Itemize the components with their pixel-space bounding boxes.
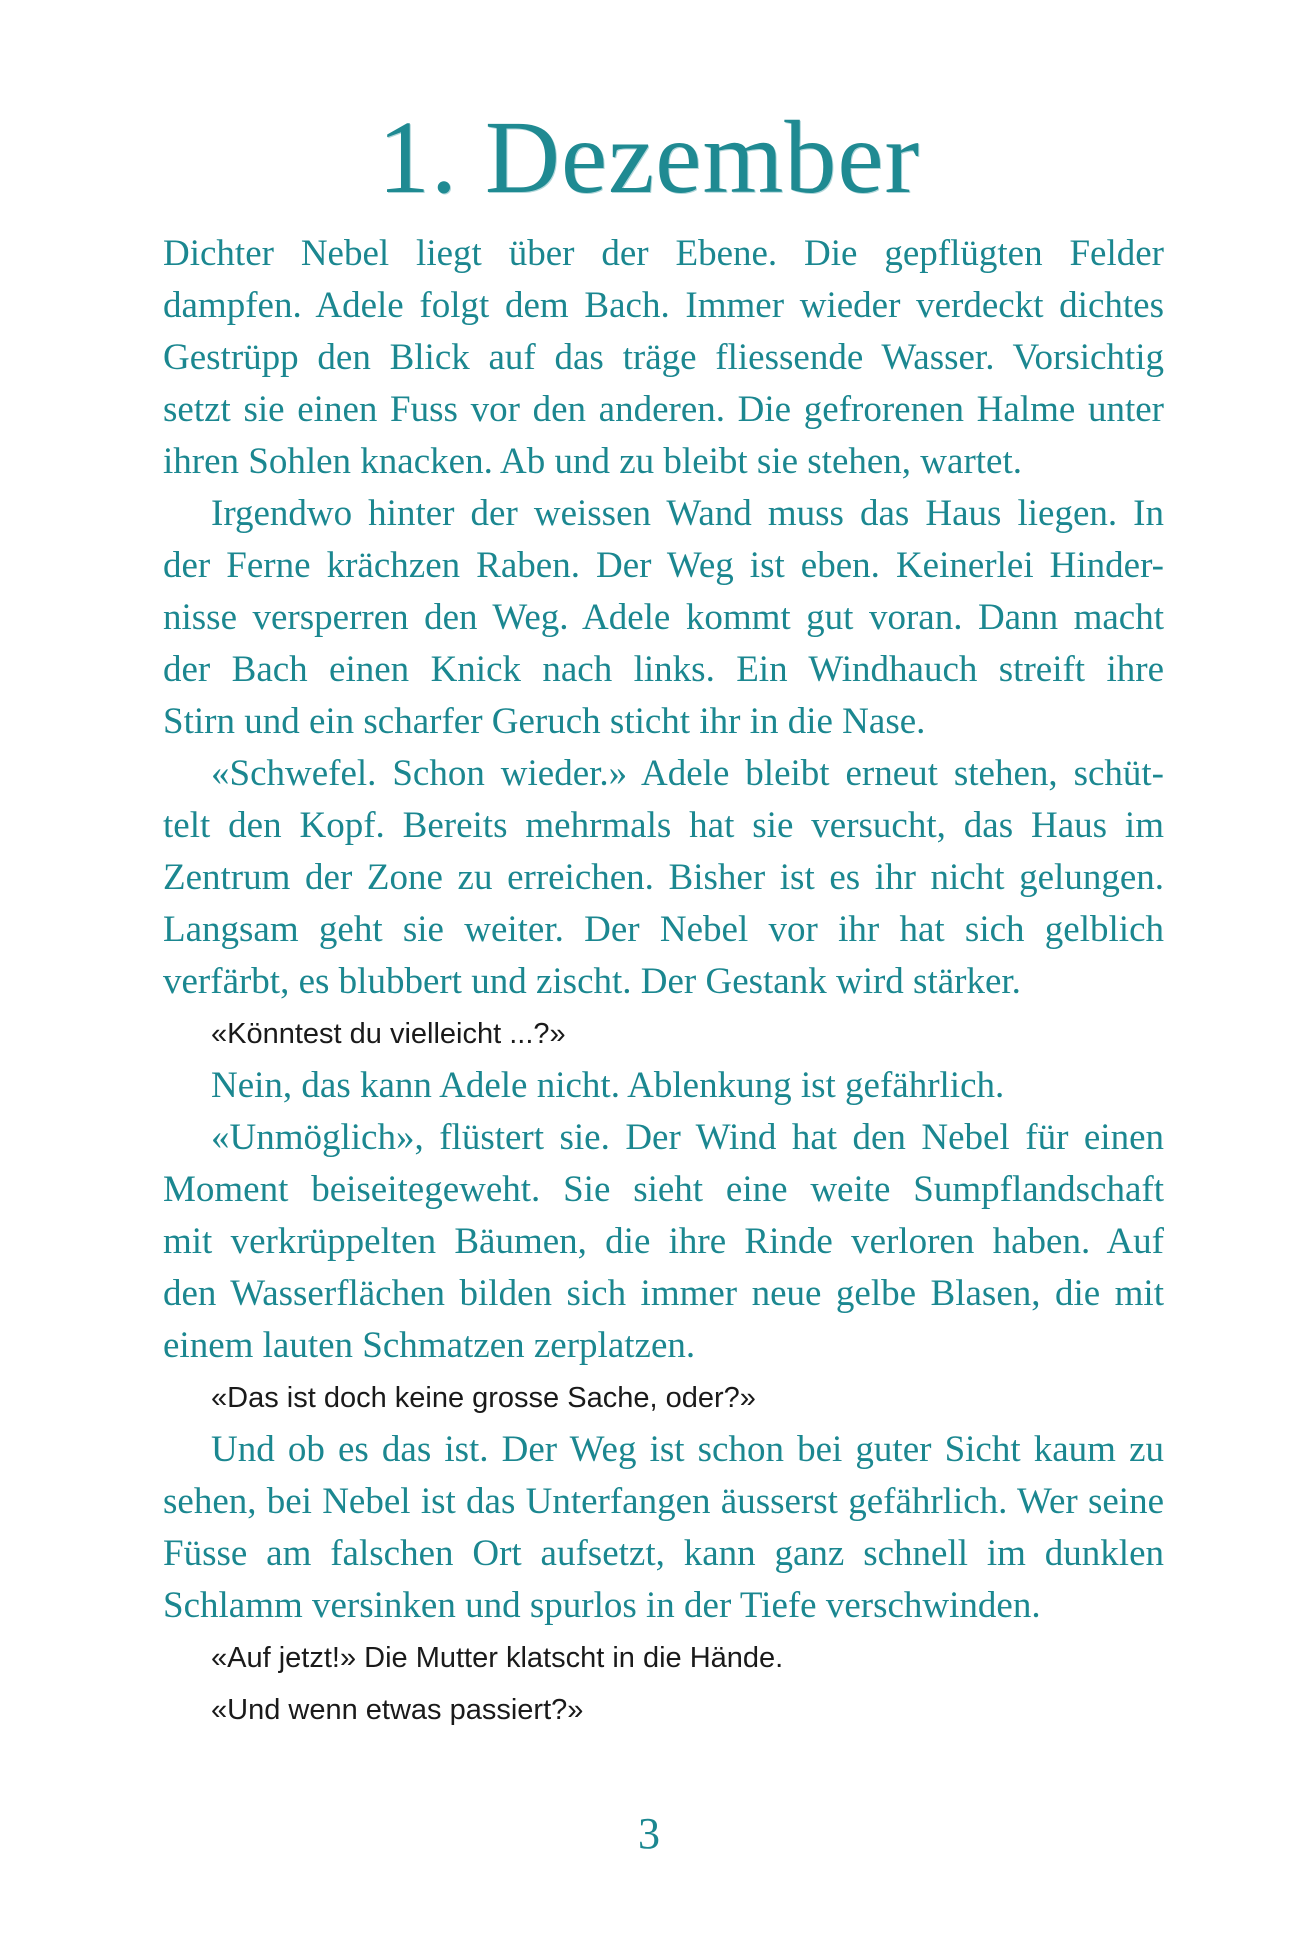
paragraph	[163, 488, 1164, 748]
text-line: der Ferne krächzen Raben. Der Weg ist eben. Keinerlei Hinder-	[163, 545, 1164, 586]
paragraph	[163, 1372, 1164, 1424]
text-line: Irgendwo hinter der weissen Wand muss das Haus liegen. In	[211, 493, 1164, 534]
text-line: einem lauten Schmatzen zerplatzen.	[163, 1325, 696, 1366]
text-line: «Schwefel. Schon wieder.» Adele bleibt erneut stehen, schüt-	[211, 753, 1164, 794]
text-line: Moment beiseitegeweht. Sie sieht eine weite Sumpflandschaft	[163, 1169, 1164, 1210]
page-number: 3	[638, 1809, 660, 1858]
paragraph	[163, 1684, 1164, 1736]
paragraph	[163, 1008, 1164, 1060]
text-line: nisse versperren den Weg. Adele kommt gut voran. Dann macht	[163, 597, 1164, 638]
text-line: «Unmöglich», flüstert sie. Der Wind hat den Nebel für einen	[211, 1117, 1164, 1158]
text-line: Und ob es das ist. Der Weg ist schon bei guter Sicht kaum zu	[211, 1429, 1164, 1470]
paragraph	[163, 1060, 1164, 1112]
text-line: «Auf jetzt!» Die Mutter klatscht in die Hände.	[211, 1642, 784, 1674]
text-line: mit verkrüppelten Bäumen, die ihre Rinde verloren haben. Auf	[163, 1221, 1164, 1262]
text-line: dampfen. Adele folgt dem Bach. Immer wieder verdeckt dichtes	[163, 285, 1164, 326]
text-line: Dichter Nebel liegt über der Ebene. Die gepflügten Felder	[163, 233, 1164, 274]
chapter-title: 1. Dezember	[377, 100, 921, 215]
text-line: Schlamm versinken und spurlos in der Tiefe verschwinden.	[163, 1585, 1041, 1626]
text-line: Zentrum der Zone zu erreichen. Bisher ist es ihr nicht gelungen.	[163, 857, 1164, 898]
text-line: «Könntest du vielleicht ...?»	[211, 1018, 566, 1050]
text-line: Füsse am falschen Ort aufsetzt, kann ganz schnell im dunklen	[163, 1533, 1164, 1574]
text-line: «Und wenn etwas passiert?»	[211, 1694, 584, 1726]
text-line: Langsam geht sie weiter. Der Nebel vor ihr hat sich gelblich	[163, 909, 1164, 950]
text-line: «Das ist doch keine grosse Sache, oder?»	[211, 1382, 756, 1414]
text-line: telt den Kopf. Bereits mehrmals hat sie versucht, das Haus im	[163, 805, 1164, 846]
text-line: ihren Sohlen knacken. Ab und zu bleibt sie stehen, wartet.	[163, 441, 1023, 482]
text-line: Gestrüpp den Blick auf das träge fliessende Wasser. Vorsichtig	[163, 337, 1164, 378]
paragraph	[163, 228, 1164, 488]
text-line: verfärbt, es blubbert und zischt. Der Gestank wird stärker.	[163, 961, 1021, 1002]
paragraph	[163, 1632, 1164, 1684]
paragraph	[163, 748, 1164, 1008]
paragraph	[163, 1112, 1164, 1372]
text-line: Stirn und ein scharfer Geruch sticht ihr in die Nase.	[163, 701, 926, 742]
paragraph	[163, 1424, 1164, 1632]
text-line: den Wasserflächen bilden sich immer neue gelbe Blasen, die mit	[163, 1273, 1164, 1314]
text-line: der Bach einen Knick nach links. Ein Windhauch streift ihre	[163, 649, 1164, 690]
text-line: Nein, das kann Adele nicht. Ablenkung ist gefährlich.	[211, 1065, 1005, 1106]
text-line: setzt sie einen Fuss vor den anderen. Die gefrorenen Halme unter	[163, 389, 1164, 430]
body-text	[163, 228, 1164, 1736]
text-line: sehen, bei Nebel ist das Unterfangen äusserst gefährlich. Wer seine	[163, 1481, 1164, 1522]
